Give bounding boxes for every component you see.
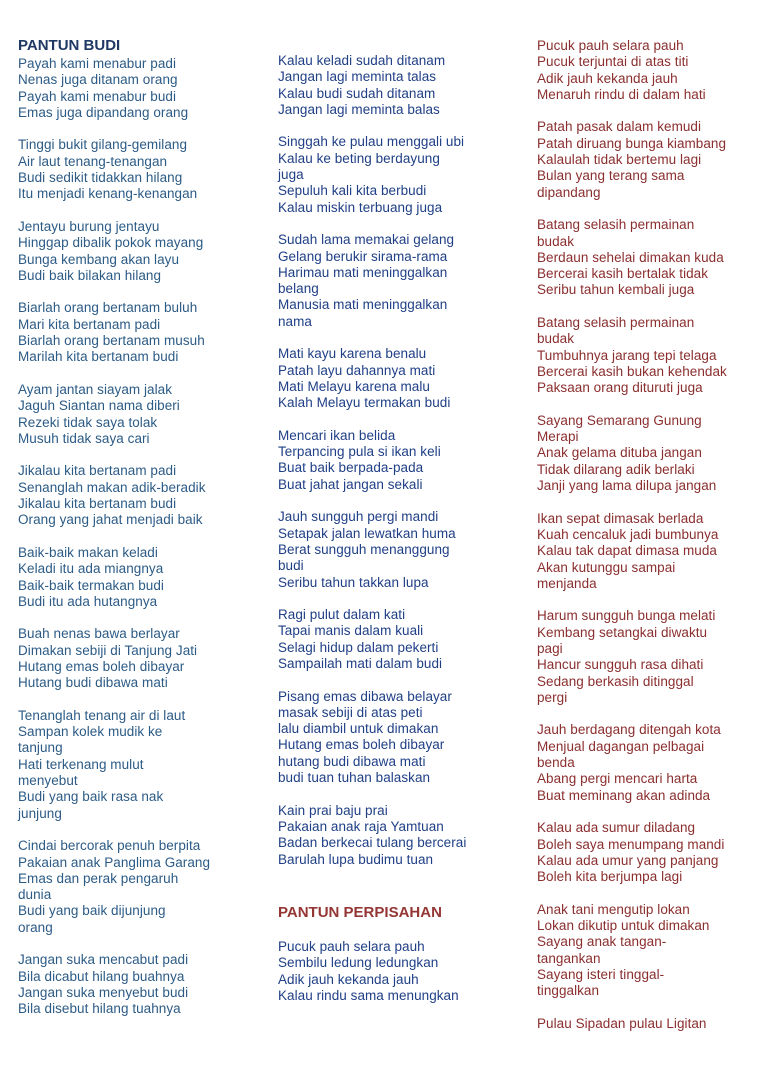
verse-line: Budi baik bilakan hilang xyxy=(18,267,162,283)
verse-line: Harimau mati meninggalkan xyxy=(278,264,448,280)
title-pantun-perpisahan: PANTUN PERPISAHAN xyxy=(278,904,442,921)
verse-line: Harum sungguh bunga melati xyxy=(537,608,716,624)
verse-line: Bila disebut hilang tuahnya xyxy=(18,1001,181,1017)
verse-line: Dimakan sebiji di Tanjung Jati xyxy=(18,642,198,658)
stanza xyxy=(18,463,250,528)
verse-line: Emas dan perak pengaruh xyxy=(18,870,179,886)
verse-line: Berdaun sehelai dimakan kuda xyxy=(537,249,724,265)
verse-line: Kalau ke beting berdayung xyxy=(278,150,440,166)
verse-line: Sudah lama memakai gelang xyxy=(278,232,455,248)
verse-line: Jangan suka mencabut padi xyxy=(18,952,189,968)
verse-line: Selagi hidup dalam pekerti xyxy=(278,639,439,655)
verse-line: Kalau ada sumur diladang xyxy=(537,820,696,836)
verse-line: Orang yang jahat menjadi baik xyxy=(18,512,203,528)
verse-line: lalu diambil untuk dimakan xyxy=(278,721,439,737)
verse-line: Marilah kita bertanam budi xyxy=(18,349,179,365)
verse-line: Pakaian anak raja Yamtuan xyxy=(278,818,444,834)
verse-line: Buah nenas bawa berlayar xyxy=(18,626,180,642)
verse-line: Batang selasih permainan xyxy=(537,217,695,233)
stanza xyxy=(278,803,510,868)
verse-line: Adik jauh kekanda jauh xyxy=(278,971,419,987)
stanza xyxy=(18,137,250,202)
verse-line: nama xyxy=(278,313,312,329)
verse-line: Batang selasih permainan xyxy=(537,315,695,331)
verse-line: Kuah cencaluk jadi bumbunya xyxy=(537,526,719,542)
verse-line: Tidak dilarang adik berlaki xyxy=(537,461,695,477)
verse-line: Sampailah mati dalam budi xyxy=(278,655,443,671)
verse-line: Sampan kolek mudik ke xyxy=(18,724,163,740)
verse-line: pergi xyxy=(537,689,568,705)
verse-line: Merapi xyxy=(537,429,579,445)
verse-line: dunia xyxy=(18,887,52,903)
stanza xyxy=(537,511,762,592)
verse-line: Kalau tak dapat dimasa muda xyxy=(537,543,717,559)
verse-line: Mati Melayu karena malu xyxy=(278,378,430,394)
stanza xyxy=(537,722,762,803)
title-pantun-budi: PANTUN BUDI xyxy=(18,37,121,54)
verse-line: Jentayu burung jentayu xyxy=(18,218,160,234)
verse-line: Jaguh Siantan nama diberi xyxy=(18,398,180,414)
stanza xyxy=(278,428,510,493)
stanza xyxy=(537,413,762,494)
stanza xyxy=(278,232,510,330)
verse-line: Patah diruang bunga kiambang xyxy=(537,135,727,151)
verse-line: Jauh berdagang ditengah kota xyxy=(537,722,721,738)
verse-line: Barulah lupa budimu tuan xyxy=(278,851,434,867)
verse-line: Lokan dikutip untuk dimakan xyxy=(537,918,710,934)
stanza xyxy=(18,626,250,691)
verse-line: Anak gelama dituba jangan xyxy=(537,445,702,461)
verse-line: Kalau budi sudah ditanam xyxy=(278,85,436,101)
verse-line: budak xyxy=(537,331,575,347)
verse-line: belang xyxy=(278,281,319,297)
verse-line: Anak tani mengutip lokan xyxy=(537,901,690,917)
verse-line: Pucuk pauh selara pauh xyxy=(278,939,425,954)
verse-line: Sedang berkasih ditinggal xyxy=(537,673,694,689)
verse-line: Tinggi bukit gilang-gemilang xyxy=(18,137,187,153)
verse-line: Jangan lagi meminta talas xyxy=(278,69,437,85)
column-2 xyxy=(278,53,510,884)
stanza xyxy=(18,219,250,284)
stanza xyxy=(18,56,250,121)
verse-line: Bercerai kasih bukan kehendak xyxy=(537,363,727,379)
verse-line: Cindai bercorak penuh berpita xyxy=(18,838,201,854)
verse-line: Budi sedikit tidakkan hilang xyxy=(18,170,183,186)
verse-line: Pucuk pauh selara pauh xyxy=(537,38,684,53)
verse-line: Sembilu ledung ledungkan xyxy=(278,955,439,971)
verse-line: Musuh tidak saya cari xyxy=(18,430,150,446)
verse-line: Ikan sepat dimasak berlada xyxy=(537,510,704,526)
verse-line: Keladi itu ada miangnya xyxy=(18,561,164,577)
verse-line: Akan kutunggu sampai xyxy=(537,559,676,575)
verse-line: Kembang setangkai diwaktu xyxy=(537,624,708,640)
verse-line: Pulau Sipadan pulau Ligitan xyxy=(537,1015,707,1031)
verse-line: Budi yang baik dijunjung xyxy=(18,903,166,919)
verse-line: Kalau keladi sudah ditanam xyxy=(278,53,446,68)
verse-line: Seribu tahun kembali juga xyxy=(537,282,695,298)
verse-line: Berat sungguh menanggung xyxy=(278,541,450,557)
verse-line: Paksaan orang dituruti juga xyxy=(537,380,703,396)
verse-line: Payah kami menabur budi xyxy=(18,88,176,104)
verse-line: Budi yang baik rasa nak xyxy=(18,789,164,805)
verse-line: tanjung xyxy=(18,740,63,756)
stanza xyxy=(537,119,762,200)
verse-line: masak sebiji di atas peti xyxy=(278,704,423,720)
verse-line: Ragi pulut dalam kati xyxy=(278,607,406,623)
verse-line: Patah layu dahannya mati xyxy=(278,362,436,378)
verse-line: Patah pasak dalam kemudi xyxy=(537,119,702,135)
stanza xyxy=(537,820,762,885)
stanza xyxy=(18,708,250,822)
verse-line: Mati kayu karena benalu xyxy=(278,346,427,362)
verse-line: Jauh sungguh pergi mandi xyxy=(278,509,439,525)
stanza xyxy=(537,38,762,103)
column-3 xyxy=(537,38,762,1048)
verse-line: Hutang budi dibawa mati xyxy=(18,675,168,691)
verse-line: Tenanglah tenang air di laut xyxy=(18,707,186,723)
verse-line: Jikalau kita bertanam budi xyxy=(18,496,177,512)
verse-line: tangankan xyxy=(537,950,601,966)
stanza xyxy=(278,134,510,215)
verse-line: Terpancing pula si ikan keli xyxy=(278,444,441,460)
verse-line: Senanglah makan adik-beradik xyxy=(18,479,206,495)
verse-line: Kalau rindu sama menungkan xyxy=(278,987,459,1003)
verse-line: Buat meminang akan adinda xyxy=(537,787,711,803)
verse-line: menyebut xyxy=(18,773,78,789)
verse-line: junjung xyxy=(18,805,62,821)
verse-line: Jangan suka menyebut budi xyxy=(18,984,189,1000)
verse-line: Nenas juga ditanam orang xyxy=(18,72,178,88)
verse-line: benda xyxy=(537,755,575,771)
verse-line: orang xyxy=(18,919,53,935)
verse-line: Budi itu ada hutangnya xyxy=(18,593,158,609)
stanza xyxy=(278,939,510,1004)
verse-line: Tumbuhnya jarang tepi telaga xyxy=(537,347,717,363)
stanza xyxy=(18,545,250,610)
verse-line: Pisang emas dibawa belayar xyxy=(278,688,452,704)
stanza xyxy=(278,607,510,672)
verse-line: Kalau ada umur yang panjang xyxy=(537,852,719,868)
stanza xyxy=(18,952,250,1017)
verse-line: Hutang emas boleh dibayar xyxy=(18,658,185,674)
verse-line: menjanda xyxy=(537,575,597,591)
verse-line: budak xyxy=(537,233,575,249)
stanza xyxy=(278,53,510,118)
verse-line: Menjual dagangan pelbagai xyxy=(537,738,705,754)
verse-line: Kalaulah tidak bertemu lagi xyxy=(537,152,702,168)
verse-line: Hutang emas boleh dibayar xyxy=(278,737,445,753)
verse-line: Pakaian anak Panglima Garang xyxy=(18,854,211,870)
stanza xyxy=(537,217,762,298)
verse-line: Buat jahat jangan sekali xyxy=(278,476,423,492)
stanza xyxy=(18,300,250,365)
column-2-perpisahan xyxy=(278,939,510,1020)
verse-line: Badan berkecai tulang bercerai xyxy=(278,835,467,851)
verse-line: Seribu tahun takkan lupa xyxy=(278,574,429,590)
verse-line: hutang budi dibawa mati xyxy=(278,753,426,769)
column-1 xyxy=(18,56,250,1034)
verse-line: Biarlah orang bertanam buluh xyxy=(18,300,198,316)
verse-line: Rezeki tidak saya tolak xyxy=(18,414,158,430)
verse-line: Payah kami menabur padi xyxy=(18,56,176,71)
verse-line: Bercerai kasih bertalak tidak xyxy=(537,266,709,282)
verse-line: Baik-baik makan keladi xyxy=(18,544,158,560)
verse-line: Sepuluh kali kita berbudi xyxy=(278,183,427,199)
verse-line: budi tuan tuhan balaskan xyxy=(278,770,431,786)
verse-line: Biarlah orang bertanam musuh xyxy=(18,333,205,349)
verse-line: budi xyxy=(278,558,304,574)
stanza xyxy=(278,346,510,411)
verse-line: Kain prai baju prai xyxy=(278,802,388,818)
verse-line: Itu menjadi kenang-kenangan xyxy=(18,186,198,202)
stanza xyxy=(537,1016,762,1032)
verse-line: Boleh saya menumpang mandi xyxy=(537,836,725,852)
verse-line: dipandang xyxy=(537,184,601,200)
verse-line: Manusia mati meninggalkan xyxy=(278,297,448,313)
verse-line: Hancur sungguh rasa dihati xyxy=(537,657,704,673)
verse-line: Bulan yang terang sama xyxy=(537,168,685,184)
verse-line: Boleh kita berjumpa lagi xyxy=(537,869,683,885)
verse-line: Singgah ke pulau menggali ubi xyxy=(278,134,465,150)
verse-line: tinggalkan xyxy=(537,983,600,999)
verse-line: Pucuk terjuntai di atas titi xyxy=(537,54,689,70)
stanza xyxy=(18,382,250,447)
verse-line: Emas juga dipandang orang xyxy=(18,104,189,120)
verse-line: Hinggap dibalik pokok mayang xyxy=(18,235,204,251)
verse-line: pagi xyxy=(537,640,563,656)
verse-line: Janji yang lama dilupa jangan xyxy=(537,478,717,494)
verse-line: Baik-baik termakan budi xyxy=(18,577,164,593)
verse-line: Tapai manis dalam kuali xyxy=(278,623,424,639)
stanza xyxy=(537,902,762,1000)
verse-line: Bunga kembang akan layu xyxy=(18,251,180,267)
stanza xyxy=(278,689,510,787)
verse-line: Mencari ikan belida xyxy=(278,427,396,443)
stanza xyxy=(537,315,762,396)
stanza xyxy=(18,838,250,936)
verse-line: Abang pergi mencari harta xyxy=(537,771,698,787)
verse-line: Adik jauh kekanda jauh xyxy=(537,70,678,86)
verse-line: Gelang berukir sirama-rama xyxy=(278,248,448,264)
verse-line: Hati terkenang mulut xyxy=(18,756,144,772)
verse-line: Sayang Semarang Gunung xyxy=(537,412,702,428)
stanza xyxy=(537,608,762,706)
verse-line: Menaruh rindu di dalam hati xyxy=(537,86,706,102)
stanza xyxy=(278,509,510,590)
verse-line: juga xyxy=(278,167,304,183)
verse-line: Mari kita bertanam padi xyxy=(18,316,161,332)
verse-line: Sayang isteri tinggal- xyxy=(537,966,665,982)
verse-line: Air laut tenang-tenangan xyxy=(18,153,168,169)
verse-line: Bila dicabut hilang buahnya xyxy=(18,968,185,984)
verse-line: Kalah Melayu termakan budi xyxy=(278,395,451,411)
verse-line: Buat baik berpada-pada xyxy=(278,460,424,476)
verse-line: Setapak jalan lewatkan huma xyxy=(278,525,456,541)
verse-line: Ayam jantan siayam jalak xyxy=(18,381,173,397)
verse-line: Sayang anak tangan- xyxy=(537,934,667,950)
verse-line: Kalau miskin terbuang juga xyxy=(278,199,443,215)
verse-line: Jikalau kita bertanam padi xyxy=(18,463,177,479)
verse-line: Jangan lagi meminta balas xyxy=(278,101,440,117)
